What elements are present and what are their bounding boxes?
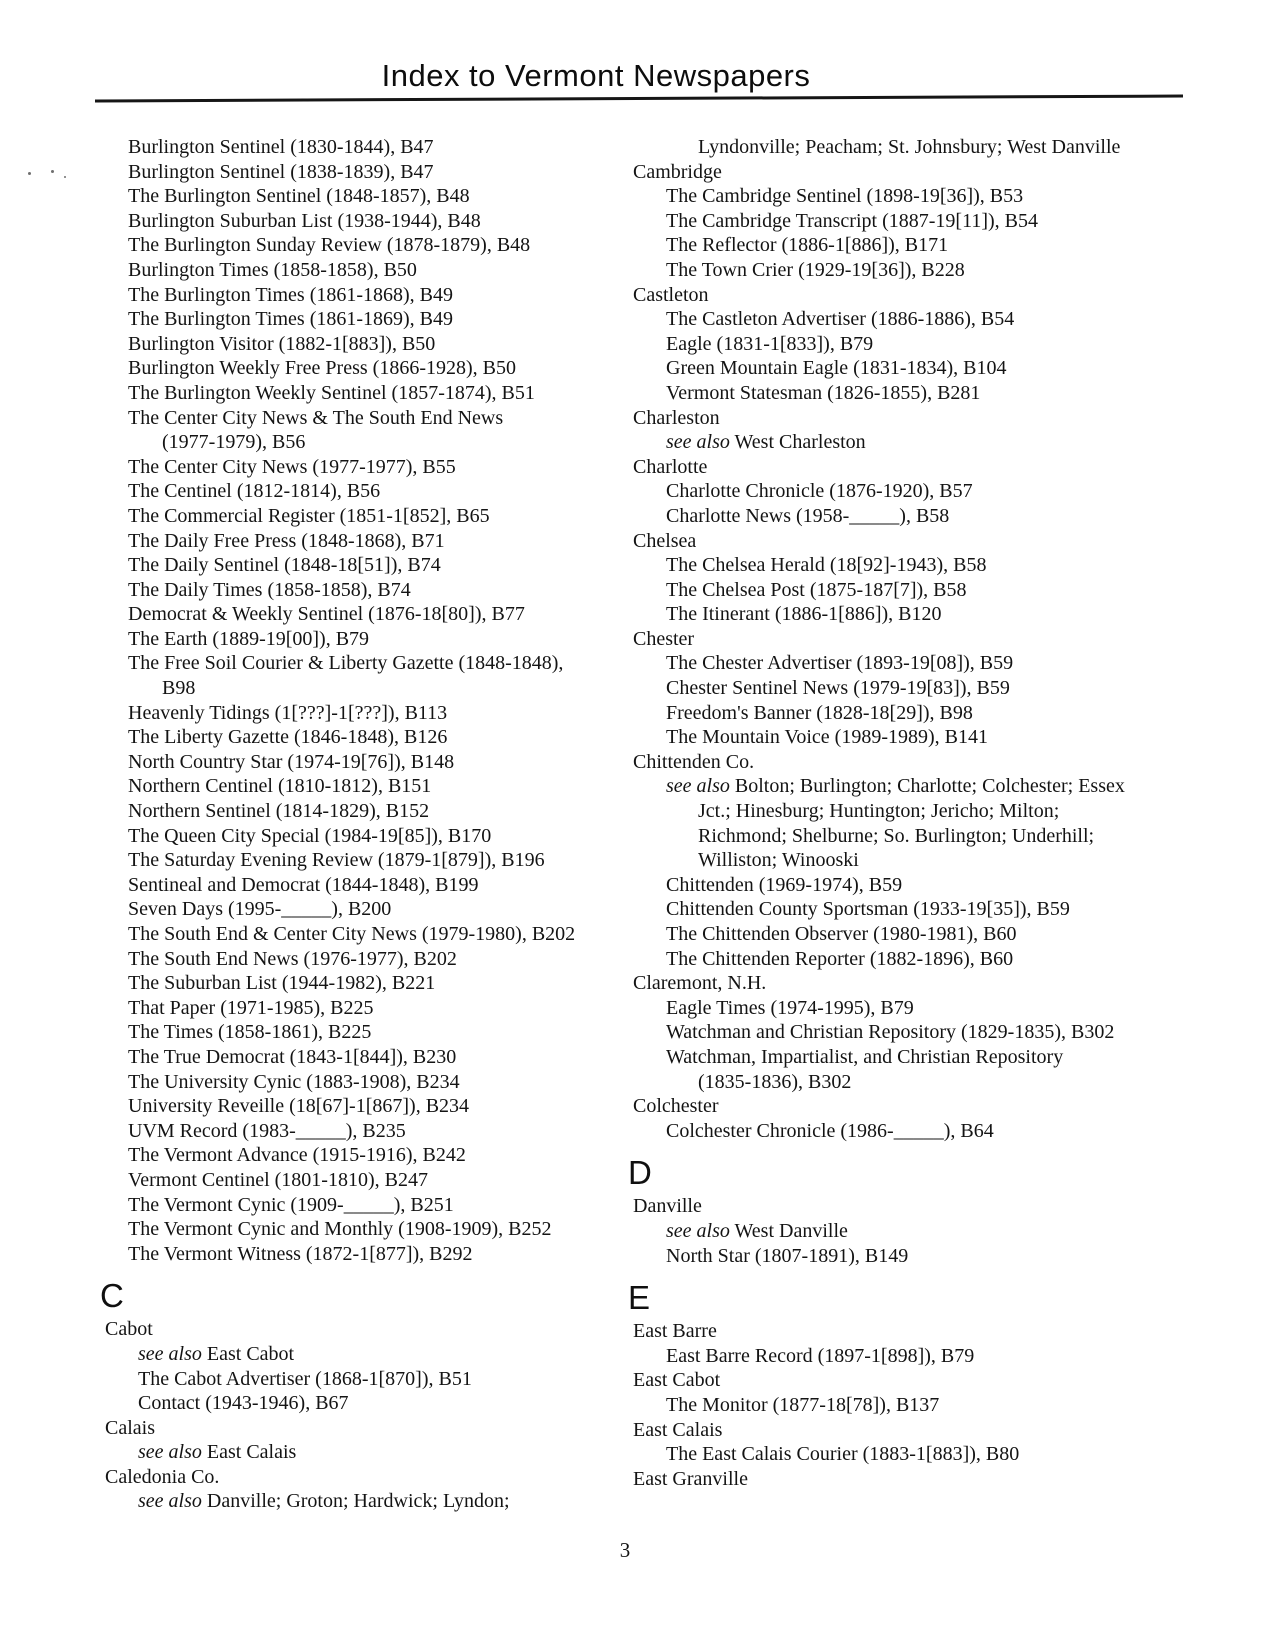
- newspaper-entry-line: The University Cynic (1883-1908), B234: [128, 1070, 460, 1093]
- newspaper-entry-line: The Vermont Cynic and Monthly (1908-1909), B252: [128, 1218, 552, 1241]
- newspaper-entry-line: The Center City News & The South End News: [128, 406, 504, 429]
- newspaper-entry-line: The Earth (1889-19[00]), B79: [128, 627, 370, 650]
- newspaper-entry-line: The Castleton Advertiser (1886-1886), B54: [666, 308, 1015, 331]
- newspaper-entry-line: University Reveille (18[67]-1[867]), B234: [128, 1095, 470, 1118]
- newspaper-entry-line: The Centinel (1812-1814), B56: [128, 480, 381, 503]
- newspaper-entry-line: (1977-1979), B56: [162, 431, 306, 454]
- city-name: East Barre: [633, 1320, 717, 1343]
- newspaper-entry-line: Burlington Times (1858-1858), B50: [128, 258, 417, 281]
- newspaper-entry-line: The Saturday Evening Review (1879-1[879]), B196: [128, 849, 545, 872]
- see-also-label: see also: [138, 1490, 202, 1513]
- city-name: Charlotte: [633, 455, 708, 478]
- city-name: Colchester: [633, 1095, 719, 1118]
- newspaper-entry-line: Colchester Chronicle (1986-_____), B64: [666, 1119, 994, 1142]
- newspaper-entry-line: Sentineal and Democrat (1844-1848), B199: [128, 873, 479, 896]
- newspaper-entry-line: Seven Days (1995-_____), B200: [128, 898, 392, 921]
- newspaper-entry-line: The Chittenden Reporter (1882-1896), B60: [666, 947, 1014, 970]
- newspaper-entry-line: The Vermont Advance (1915-1916), B242: [128, 1144, 466, 1167]
- newspaper-entry-line: Williston; Winooski: [698, 849, 859, 872]
- city-name: East Granville: [633, 1467, 748, 1490]
- newspaper-entry-line: The Chester Advertiser (1893-19[08]), B59: [666, 652, 1014, 675]
- newspaper-entry-line: The True Democrat (1843-1[844]), B230: [128, 1045, 457, 1068]
- newspaper-entry-line: The Commercial Register (1851-1[852], B65: [128, 504, 490, 527]
- newspaper-entry-line: Burlington Suburban List (1938-1944), B48: [128, 209, 481, 232]
- scan-speck: [51, 170, 54, 173]
- newspaper-entry-line: Jct.; Hinesburg; Huntington; Jericho; Milton;: [698, 800, 1060, 823]
- newspaper-entry-line: The Chelsea Post (1875-187[7]), B58: [666, 578, 967, 601]
- index-column-left: [100, 135, 625, 1514]
- newspaper-entry-line: Heavenly Tidings (1[???]-1[???]), B113: [128, 701, 448, 724]
- newspaper-entry-line: Burlington Weekly Free Press (1866-1928), B50: [128, 357, 516, 380]
- city-name: Danville: [633, 1195, 702, 1218]
- see-also-line: see also Bolton; Burlington; Charlotte; Colchester; Essex: [666, 775, 1125, 798]
- city-name: Cabot: [105, 1318, 153, 1341]
- newspaper-entry-line: The Burlington Sentinel (1848-1857), B48: [128, 185, 470, 208]
- see-also-label: see also: [138, 1441, 202, 1464]
- scan-speck: [64, 176, 66, 178]
- see-also-label: see also: [666, 775, 730, 798]
- newspaper-entry-line: The Free Soil Courier & Liberty Gazette (1848-1848),: [128, 652, 564, 675]
- page-title: Index to Vermont Newspapers: [381, 58, 811, 93]
- newspaper-entry-line: The Cambridge Sentinel (1898-19[36]), B53: [666, 185, 1024, 208]
- newspaper-entry-line: North Star (1807-1891), B149: [666, 1244, 909, 1267]
- scan-speck: [28, 172, 31, 175]
- newspaper-entry-line: The Burlington Times (1861-1868), B49: [128, 283, 454, 306]
- newspaper-entry-line: Eagle Times (1974-1995), B79: [666, 996, 914, 1019]
- title-rule: [95, 95, 1183, 103]
- see-also-line: see also East Calais: [138, 1441, 297, 1464]
- newspaper-entry-line: The Town Crier (1929-19[36]), B228: [666, 258, 965, 281]
- city-name: Chester: [633, 627, 695, 650]
- newspaper-entry-line: The Center City News (1977-1977), B55: [128, 455, 456, 478]
- newspaper-entry-line: The Daily Sentinel (1848-18[51]), B74: [128, 554, 441, 577]
- newspaper-entry-line: Watchman, Impartialist, and Christian Repository: [666, 1045, 1064, 1068]
- newspaper-entry-line: The Chittenden Observer (1980-1981), B60: [666, 923, 1017, 945]
- newspaper-entry-line: The Vermont Witness (1872-1[877]), B292: [128, 1242, 473, 1265]
- newspaper-entry-line: Lyndonville; Peacham; St. Johnsbury; West Danville: [698, 136, 1121, 158]
- newspaper-entry-line: The Suburban List (1944-1982), B221: [128, 972, 436, 995]
- newspaper-entry-line: North Country Star (1974-19[76]), B148: [128, 750, 455, 773]
- city-name: Chittenden Co.: [633, 750, 755, 773]
- newspaper-entry-line: UVM Record (1983-_____), B235: [128, 1119, 406, 1142]
- newspaper-entry-line: The Monitor (1877-18[78]), B137: [666, 1393, 940, 1416]
- newspaper-entry-line: Eagle (1831-1[833]), B79: [666, 332, 874, 355]
- newspaper-entry-line: The Chelsea Herald (18[92]-1943), B58: [666, 554, 987, 577]
- newspaper-entry-line: Watchman and Christian Repository (1829-1835), B302: [666, 1021, 1115, 1044]
- newspaper-entry-line: That Paper (1971-1985), B225: [128, 996, 374, 1019]
- city-name: Charleston: [633, 406, 720, 429]
- city-name: East Cabot: [633, 1369, 721, 1392]
- newspaper-entry-line: The Itinerant (1886-1[886]), B120: [666, 603, 942, 626]
- see-also-label: see also: [138, 1342, 202, 1365]
- city-name: Claremont, N.H.: [633, 972, 767, 995]
- newspaper-entry-line: Burlington Sentinel (1830-1844), B47: [128, 136, 434, 158]
- newspaper-entry-line: The Liberty Gazette (1846-1848), B126: [128, 726, 448, 749]
- see-also-line: see also East Cabot: [138, 1342, 295, 1365]
- newspaper-entry-line: Vermont Centinel (1801-1810), B247: [128, 1168, 428, 1191]
- newspaper-entry-line: Vermont Statesman (1826-1855), B281: [666, 381, 981, 404]
- see-also-line: see also West Charleston: [666, 431, 866, 454]
- newspaper-entry-line: The Mountain Voice (1989-1989), B141: [666, 726, 989, 749]
- newspaper-entry-line: The Times (1858-1861), B225: [128, 1021, 372, 1044]
- newspaper-entry-line: (1835-1836), B302: [698, 1070, 852, 1093]
- newspaper-entry-line: The Cabot Advertiser (1868-1[870]), B51: [138, 1367, 472, 1390]
- newspaper-entry-line: Richmond; Shelburne; So. Burlington; Underhill;: [698, 824, 1095, 847]
- city-name: Cambridge: [633, 160, 722, 183]
- newspaper-entry-line: Chittenden (1969-1974), B59: [666, 873, 903, 896]
- section-header: D: [628, 1154, 652, 1192]
- newspaper-entry-line: The Burlington Times (1861-1869), B49: [128, 308, 454, 331]
- newspaper-entry-line: Northern Centinel (1810-1812), B151: [128, 775, 432, 798]
- newspaper-entry-line: The Burlington Weekly Sentinel (1857-1874), B51: [128, 381, 535, 404]
- page-number: 3: [619, 1538, 631, 1562]
- newspaper-entry-line: The Daily Times (1858-1858), B74: [128, 578, 411, 601]
- city-name: East Calais: [633, 1418, 723, 1441]
- newspaper-entry-line: Charlotte Chronicle (1876-1920), B57: [666, 480, 973, 503]
- newspaper-entry-line: Democrat & Weekly Sentinel (1876-18[80]), B77: [128, 603, 525, 626]
- newspaper-entry-line: Freedom's Banner (1828-18[29]), B98: [666, 701, 973, 724]
- newspaper-entry-line: The South End & Center City News (1979-1980), B202: [128, 923, 576, 945]
- city-name: Calais: [105, 1416, 155, 1439]
- see-also-line: see also West Danville: [666, 1219, 848, 1242]
- newspaper-entry-line: B98: [162, 677, 196, 700]
- newspaper-entry-line: Chittenden County Sportsman (1933-19[35]), B59: [666, 898, 1070, 921]
- newspaper-entry-line: Charlotte News (1958-_____), B58: [666, 504, 950, 527]
- section-header: E: [628, 1279, 651, 1317]
- see-also-label: see also: [666, 1219, 730, 1242]
- newspaper-entry-line: Burlington Visitor (1882-1[883]), B50: [128, 332, 436, 355]
- newspaper-entry-line: The South End News (1976-1977), B202: [128, 947, 457, 970]
- newspaper-entry-line: The Daily Free Press (1848-1868), B71: [128, 529, 445, 552]
- section-header: C: [100, 1277, 124, 1315]
- newspaper-entry-line: The Vermont Cynic (1909-_____), B251: [128, 1193, 454, 1216]
- city-name: Castleton: [633, 283, 709, 306]
- city-name: Caledonia Co.: [105, 1465, 220, 1488]
- see-also-line: see also Danville; Groton; Hardwick; Lyndon;: [138, 1490, 510, 1513]
- newspaper-entry-line: Green Mountain Eagle (1831-1834), B104: [666, 357, 1007, 380]
- newspaper-entry-line: The East Calais Courier (1883-1[883]), B80: [666, 1443, 1020, 1466]
- newspaper-entry-line: Northern Sentinel (1814-1829), B152: [128, 800, 430, 823]
- see-also-label: see also: [666, 431, 730, 454]
- index-column-right: [628, 135, 1228, 1491]
- newspaper-entry-line: The Queen City Special (1984-19[85]), B170: [128, 824, 492, 847]
- newspaper-entry-line: The Cambridge Transcript (1887-19[11]), B54: [666, 209, 1038, 232]
- newspaper-entry-line: East Barre Record (1897-1[898]), B79: [666, 1344, 975, 1367]
- newspaper-entry-line: Contact (1943-1946), B67: [138, 1392, 349, 1415]
- newspaper-entry-line: The Burlington Sunday Review (1878-1879), B48: [128, 234, 531, 257]
- newspaper-entry-line: Chester Sentinel News (1979-19[83]), B59: [666, 677, 1010, 700]
- newspaper-entry-line: The Reflector (1886-1[886]), B171: [666, 234, 949, 257]
- newspaper-entry-line: Burlington Sentinel (1838-1839), B47: [128, 160, 434, 183]
- city-name: Chelsea: [633, 529, 697, 552]
